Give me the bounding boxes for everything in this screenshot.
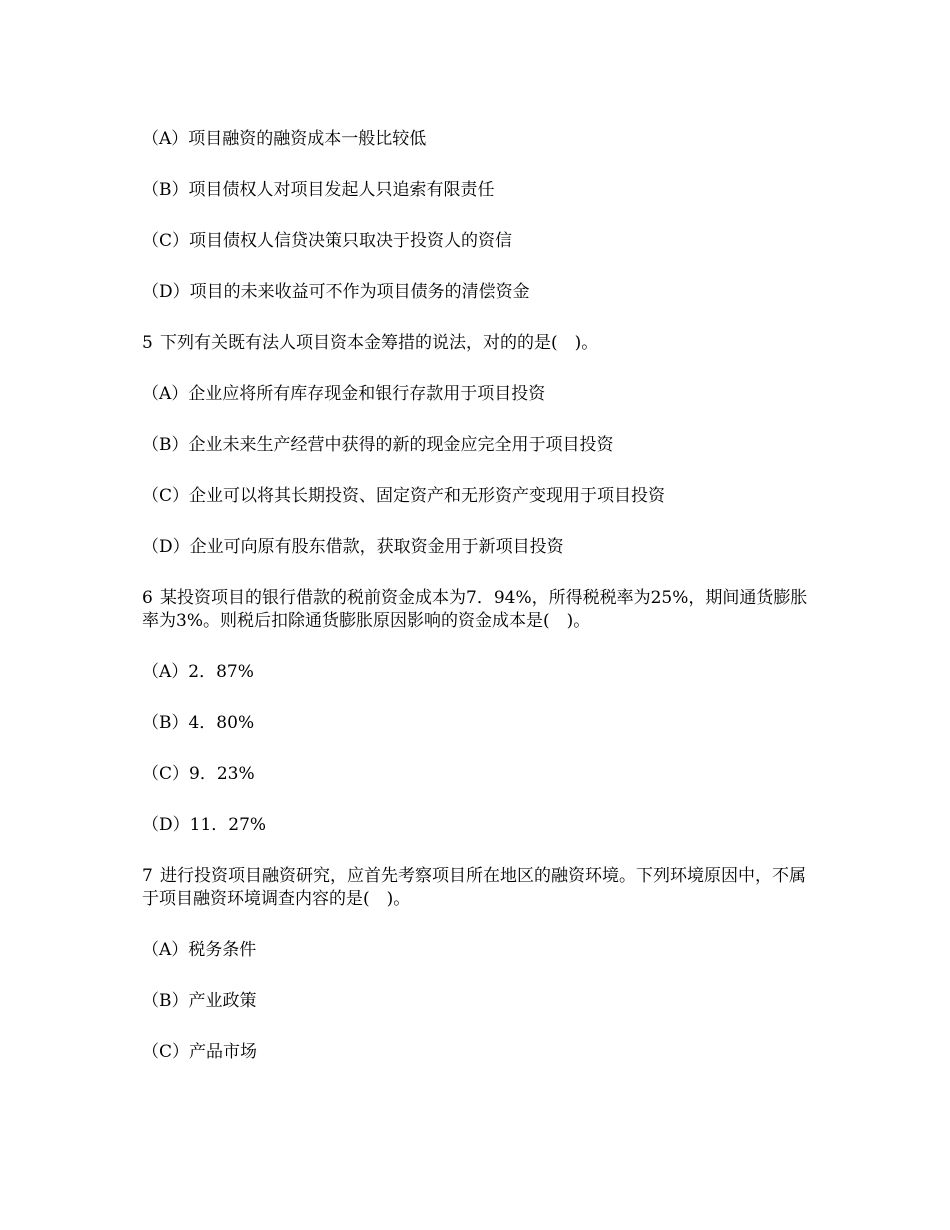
option-b-q4: （B）项目债权人对项目发起人只追索有限责任 <box>142 180 495 200</box>
option-c-q7: （C）产品市场 <box>142 1042 258 1062</box>
question-number: 7 <box>142 866 153 886</box>
option-b-q6: （B）4．80% <box>142 713 255 733</box>
option-c-q5: （C）企业可以将其长期投资、固定资产和无形资产变现用于项目投资 <box>142 486 666 506</box>
question-number: 5 <box>142 333 153 353</box>
option-c-q6: （C）9．23% <box>142 764 255 784</box>
document-page <box>142 128 822 1092</box>
option-c-q4: （C）项目债权人信贷决策只取决于投资人的资信 <box>142 231 513 251</box>
option-a-q5: （A）企业应将所有库存现金和银行存款用于项目投资 <box>142 384 546 404</box>
question-text: 进行投资项目融资研究，应首先考察项目所在地区的融资环境。下列环境原因中，不属于项目融资环境调查内容的是( )。 <box>142 866 806 909</box>
question-6 <box>142 587 822 633</box>
question-7 <box>142 865 822 911</box>
option-d-q6: （D）11．27% <box>142 815 267 835</box>
option-b-q5: （B）企业未来生产经营中获得的新的现金应完全用于项目投资 <box>142 435 614 455</box>
option-a-q4: （A）项目融资的融资成本一般比较低 <box>142 129 427 149</box>
question-text: 某投资项目的银行借款的税前资金成本为7．94%，所得税税率为25%，期间通货膨胀率为3%。则税后扣除通货膨胀原因影响的资金成本是( )。 <box>142 588 808 631</box>
question-number: 6 <box>142 588 153 608</box>
option-a-q7: （A）税务条件 <box>142 940 257 960</box>
question-text: 下列有关既有法人项目资本金筹措的说法，对的的是( )。 <box>160 333 599 353</box>
question-5 <box>142 332 822 355</box>
option-d-q5: （D）企业可向原有股东借款，获取资金用于新项目投资 <box>142 537 564 557</box>
option-d-q4: （D）项目的未来收益可不作为项目债务的清偿资金 <box>142 282 530 302</box>
option-a-q6: （A）2．87% <box>142 662 254 682</box>
option-b-q7: （B）产业政策 <box>142 991 257 1011</box>
